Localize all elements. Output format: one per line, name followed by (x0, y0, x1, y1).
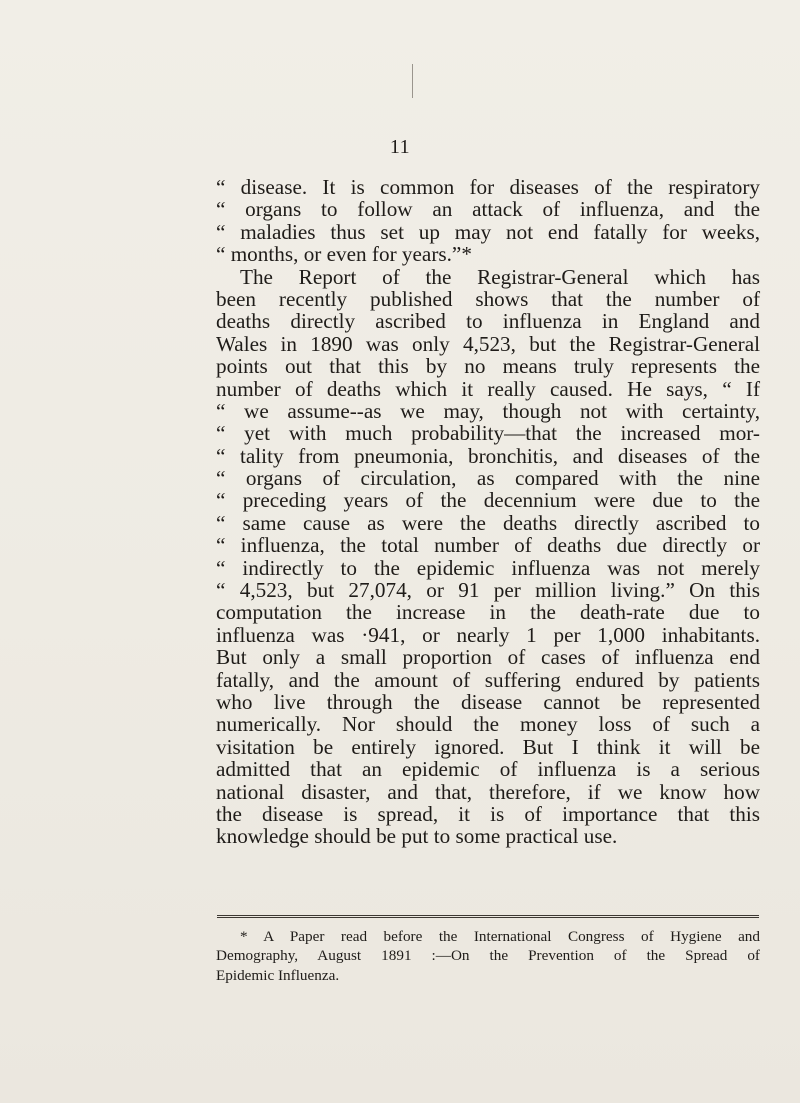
body-line: “ disease. It is common for diseases of the respiratory (216, 175, 760, 199)
body-line: the disease is spread, it is of importance that this (216, 801, 760, 826)
body-line: “ organs of circulation, as compared with the nine (216, 466, 760, 491)
body-line: But only a small proportion of cases of influenza end (216, 645, 760, 670)
body-line: influenza was ·941, or nearly 1 per 1,000 inhabitants. (216, 622, 760, 647)
body-line: Wales in 1890 was only 4,523, but the Registrar-General (216, 331, 760, 356)
body-line: visitation be entirely ignored. But I think it will be (216, 734, 760, 759)
paper-crease-mark (412, 64, 413, 98)
body-line: been recently published shows that the number of (216, 286, 760, 311)
footnote-line: Epidemic Influenza. (216, 966, 340, 984)
body-line: who live through the disease cannot be represented (216, 689, 760, 714)
footnote-line: Demography, August 1891 :—On the Prevention of the Spread of (216, 947, 760, 965)
body-line: numerically. Nor should the money loss of such a (216, 712, 760, 737)
body-line: “ influenza, the total number of deaths due directly or (216, 533, 760, 558)
body-line: fatally, and the amount of suffering endured by patients (216, 667, 760, 692)
body-text (216, 176, 760, 848)
body-line: national disaster, and that, therefore, if we know how (216, 779, 760, 804)
body-line: “ we assume--as we may, though not with certainty, (216, 398, 760, 423)
body-line: points out that this by no means truly represents the (216, 354, 760, 379)
body-line: “ tality from pneumonia, bronchitis, and diseases of the (216, 443, 760, 468)
body-line: knowledge should be put to some practical use. (216, 824, 618, 849)
footnote-line: * A Paper read before the International Congress of Hygiene and (240, 928, 760, 945)
footnote (216, 927, 760, 985)
footnote-divider (217, 915, 759, 918)
body-line: “ months, or even for years.”* (216, 242, 472, 267)
body-line: The Report of the Registrar-General which has (240, 264, 760, 289)
body-line: “ organs to follow an attack of influenza, and the (216, 197, 760, 222)
page-number: 11 (389, 136, 411, 158)
body-line: “ 4,523, but 27,074, or 91 per million living.” On this (216, 578, 760, 603)
body-line: “ yet with much probability—that the increased mor- (216, 421, 760, 446)
body-line: “ maladies thus set up may not end fatally for weeks, (216, 219, 760, 244)
body-line: “ indirectly to the epidemic influenza was not merely (216, 555, 760, 580)
body-line: admitted that an epidemic of influenza is a serious (216, 757, 760, 782)
body-line: “ preceding years of the decennium were due to the (216, 488, 760, 513)
body-line: deaths directly ascribed to influenza in England and (216, 309, 760, 334)
body-line: number of deaths which it really caused. He says, “ If (216, 376, 760, 401)
body-line: computation the increase in the death-rate due to (216, 600, 760, 625)
body-line: “ same cause as were the deaths directly ascribed to (216, 510, 760, 535)
